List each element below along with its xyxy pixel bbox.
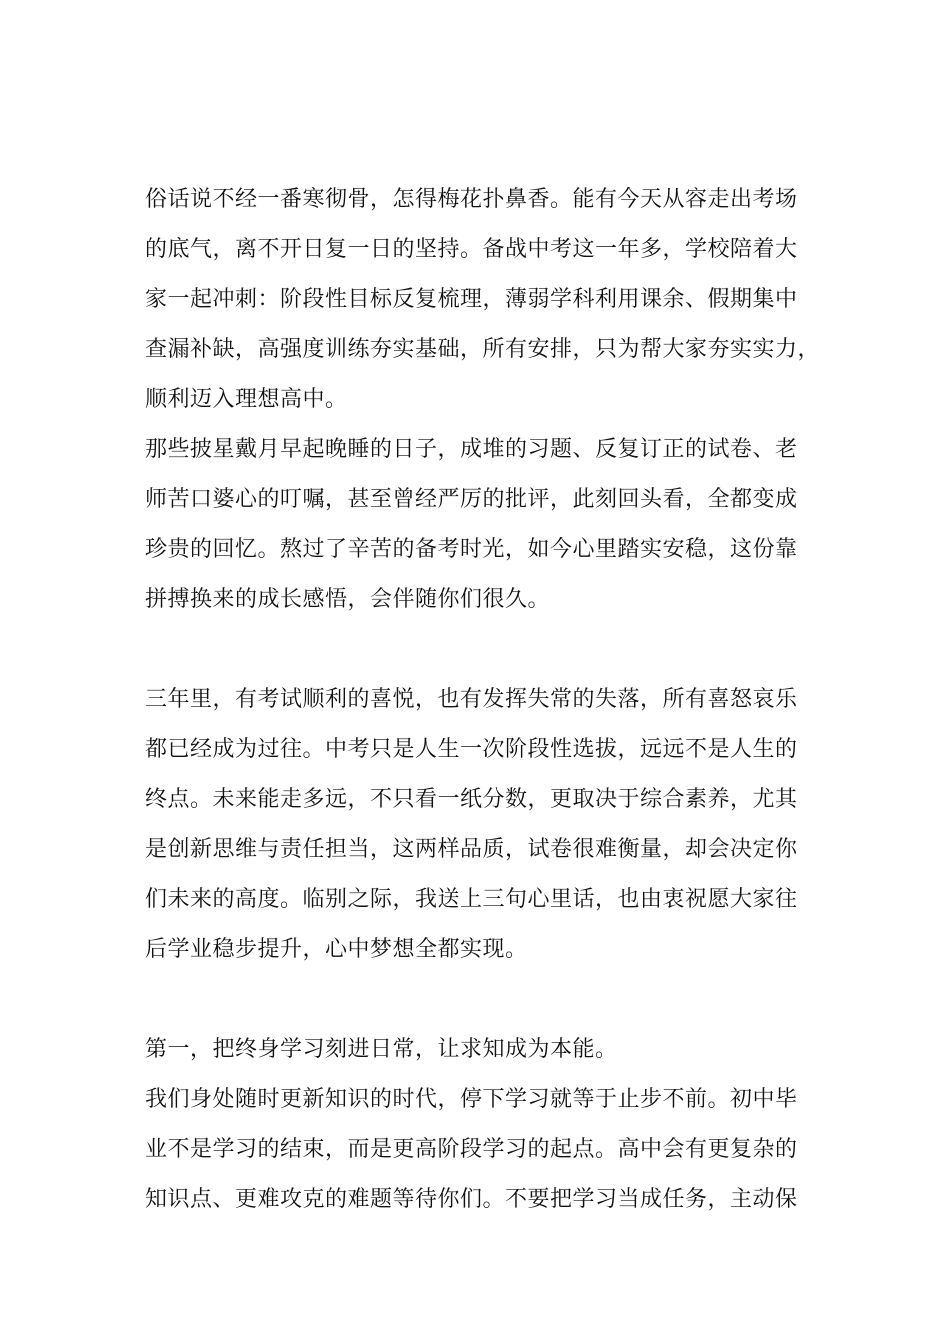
text-line: 的底气，离不开日复一日的坚持。备战中考这一年多，学校陪着大 [145,237,798,262]
text-line: 珍贵的回忆。熬过了辛苦的备考时光，如今心里踏实安稳，这份靠 [145,537,798,562]
text-line: 拼搏换来的成长感悟，会伴随你们很久。 [145,587,551,612]
text-line: 是创新思维与责任担当，这两样品质，试卷很难衡量，却会决定你 [145,837,798,862]
text-line: 那些披星戴月早起晚睡的日子，成堆的习题、反复订正的试卷、老 [145,437,798,462]
text-line: 师苦口婆心的叮嘱，甚至曾经严厉的批评，此刻回头看，全都变成 [145,487,798,512]
text-line: 查漏补缺，高强度训练夯实基础，所有安排，只为帮大家夯实实力， [145,337,821,362]
text-line: 我们身处随时更新知识的时代，停下学习就等于止步不前。初中毕 [145,1087,798,1112]
text-line: 们未来的高度。临别之际，我送上三句心里话，也由衷祝愿大家往 [145,887,798,912]
text-line: 三年里，有考试顺利的喜悦，也有发挥失常的失落，所有喜怒哀乐 [145,687,798,712]
text-line: 都已经成为过往。中考只是人生一次阶段性选拔，远远不是人生的 [145,737,798,762]
text-line: 业不是学习的结束，而是更高阶段学习的起点。高中会有更复杂的 [145,1137,798,1162]
text-line: 知识点、更难攻克的难题等待你们。不要把学习当成任务，主动保 [145,1187,798,1212]
text-line: 家一起冲刺：阶段性目标反复梳理，薄弱学科利用课余、假期集中 [145,287,798,312]
text-line: 第一，把终身学习刻进日常，让求知成为本能。 [145,1037,618,1062]
text-line: 顺利迈入理想高中。 [145,387,348,412]
text-line: 后学业稳步提升，心中梦想全都实现。 [145,937,528,962]
text-line: 俗话说不经一番寒彻骨，怎得梅花扑鼻香。能有今天从容走出考场 [145,187,798,212]
text-line: 终点。未来能走多远，不只看一纸分数，更取决于综合素养，尤其 [145,787,798,812]
